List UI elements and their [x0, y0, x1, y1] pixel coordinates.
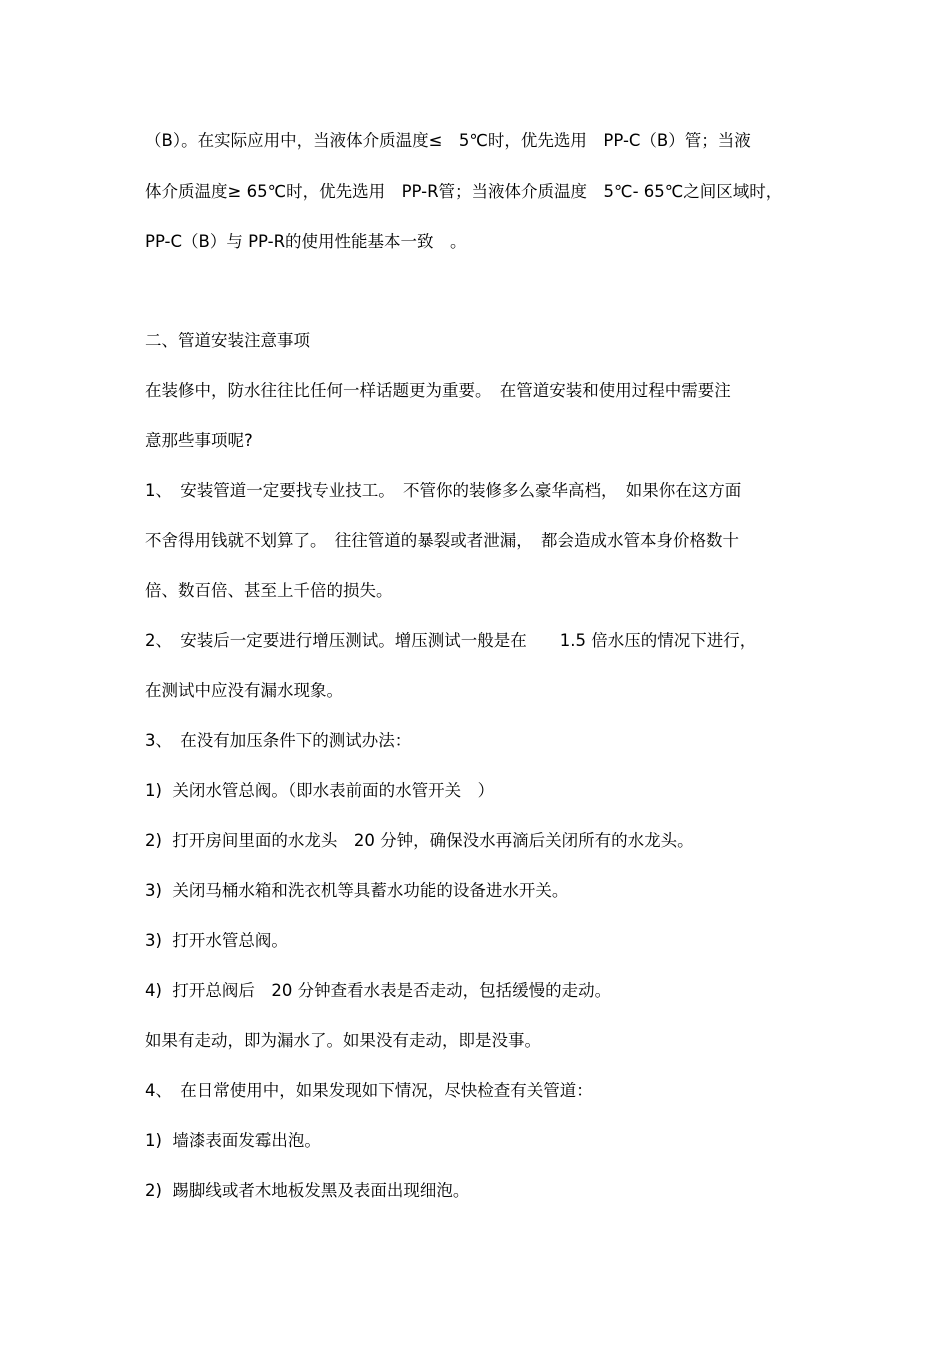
paragraph-line: 意那些事项呢? [145, 431, 253, 450]
paragraph-line: 如果有走动，即为漏水了。如果没有走动，即是没事。 [145, 1031, 541, 1050]
sub-step: 3) 打开水管总阀。 [145, 931, 288, 950]
paragraph-line: 体介质温度≥ 65℃时，优先选用 PP-R管；当液体介质温度 5℃- 65℃之间区域时， [145, 182, 783, 201]
paragraph-line: 在装修中，防水往往比任何一样话题更为重要。 在管道安装和使用过程中需要注 [145, 381, 731, 400]
paragraph-line: 倍、数百倍、甚至上千倍的损失。 [145, 581, 393, 600]
sub-step: 2) 踢脚线或者木地板发黑及表面出现细泡。 [145, 1181, 470, 1200]
list-item-1: 1、 安装管道一定要找专业技工。 不管你的装修多么豪华高档， 如果你在这方面 [145, 481, 742, 500]
sub-step: 2) 打开房间里面的水龙头 20 分钟，确保没水再滴后关闭所有的水龙头。 [145, 831, 694, 850]
list-item-2: 2、 安装后一定要进行增压测试。增压测试一般是在 1.5 倍水压的情况下进行， [145, 631, 757, 650]
paragraph-line: PP-C（B）与 PP-R的使用性能基本一致 。 [145, 232, 467, 251]
sub-step: 4) 打开总阀后 20 分钟查看水表是否走动，包括缓慢的走动。 [145, 981, 612, 1000]
sub-step: 1) 墙漆表面发霉出泡。 [145, 1131, 321, 1150]
list-item-3: 3、 在没有加压条件下的测试办法： [145, 731, 412, 750]
paragraph-line: 不舍得用钱就不划算了。 往往管道的暴裂或者泄漏， 都会造成水管本身价格数十 [145, 531, 739, 550]
list-item-4: 4、 在日常使用中，如果发现如下情况，尽快检查有关管道： [145, 1081, 593, 1100]
sub-step: 3) 关闭马桶水箱和洗衣机等具蓄水功能的设备进水开关。 [145, 881, 569, 900]
sub-step: 1) 关闭水管总阀。（即水表前面的水管开关 ） [145, 781, 495, 800]
paragraph-line: 在测试中应没有漏水现象。 [145, 681, 343, 700]
section-heading: 二、管道安装注意事项 [145, 331, 310, 350]
paragraph-line: （B）。在实际应用中，当液体介质温度≤ 5℃时，优先选用 PP-C（B）管；当液 [145, 131, 751, 150]
